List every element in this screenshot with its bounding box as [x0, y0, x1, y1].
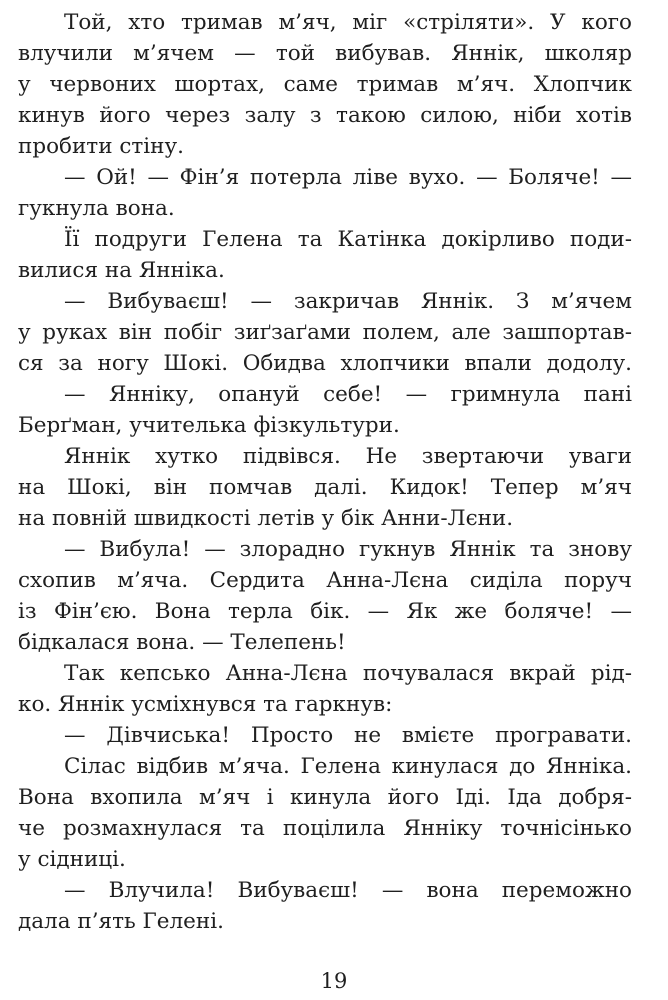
- text-line: влучили м’ячем — той вибував. Яннік, школяр: [18, 41, 632, 66]
- text-line: кинув його через залу з такою силою, ніби хотів: [18, 103, 632, 128]
- text-line: Її подруги Гелена та Катінка докірливо поди-: [64, 227, 632, 252]
- text-line: ко. Яннік усміхнувся та гаркнув:: [18, 692, 393, 717]
- text-line: — Вибуваєш! — закричав Яннік. З м’ячем: [64, 289, 632, 314]
- text-line: у червоних шортах, саме тримав м’яч. Хлопчик: [18, 72, 632, 97]
- text-line: ся за ногу Шокі. Обидва хлопчики впали додолу.: [18, 351, 632, 376]
- text-line: вилися на Янніка.: [18, 258, 225, 283]
- text-line: дала п’ять Гелені.: [18, 909, 224, 934]
- text-line: із Фін’єю. Вона терла бік. — Як же боляче! —: [18, 599, 632, 624]
- page-number: 19: [320, 969, 348, 993]
- text-line: у сідниці.: [18, 847, 126, 872]
- text-line: на повній швидкості летів у бік Анни-Лєни.: [18, 506, 514, 531]
- text-line: че розмахнулася та поцілила Янніку точнісінько: [18, 816, 632, 841]
- text-line: пробити стіну.: [18, 134, 184, 159]
- text-line: гукнула вона.: [18, 196, 175, 221]
- text-line: Берґман, учителька фізкультури.: [18, 413, 400, 438]
- text-line: Яннік хутко підвівся. Не звертаючи уваги: [64, 444, 632, 469]
- book-page-text: [18, 7, 632, 937]
- text-line: схопив м’яча. Сердита Анна-Лєна сиділа поруч: [18, 568, 632, 593]
- text-line: — Влучила! Вибуваєш! — вона переможно: [64, 878, 632, 903]
- text-line: Так кепсько Анна-Лєна почувалася вкрай рід-: [64, 661, 632, 686]
- text-line: Той, хто тримав м’яч, міг «стріляти». У кого: [64, 10, 632, 35]
- text-line: бідкалася вона. — Телепень!: [18, 630, 346, 655]
- text-line: у руках він побіг зиґзаґами полем, але зашпортав-: [18, 320, 632, 345]
- text-line: Вона вхопила м’яч і кинула його Іді. Іда добря-: [18, 785, 632, 810]
- text-line: — Вибула! — злорадно гукнув Яннік та знову: [64, 537, 632, 562]
- text-line: на Шокі, він помчав далі. Кидок! Тепер м’яч: [18, 475, 632, 500]
- text-line: — Янніку, опануй себе! — гримнула пані: [64, 382, 632, 407]
- text-line: Сілас відбив м’яча. Гелена кинулася до Янніка.: [64, 754, 632, 779]
- text-line: — Ой! — Фін’я потерла ліве вухо. — Боляче! —: [64, 165, 632, 190]
- text-line: — Дівчиська! Просто не вмієте програвати.: [64, 723, 632, 748]
